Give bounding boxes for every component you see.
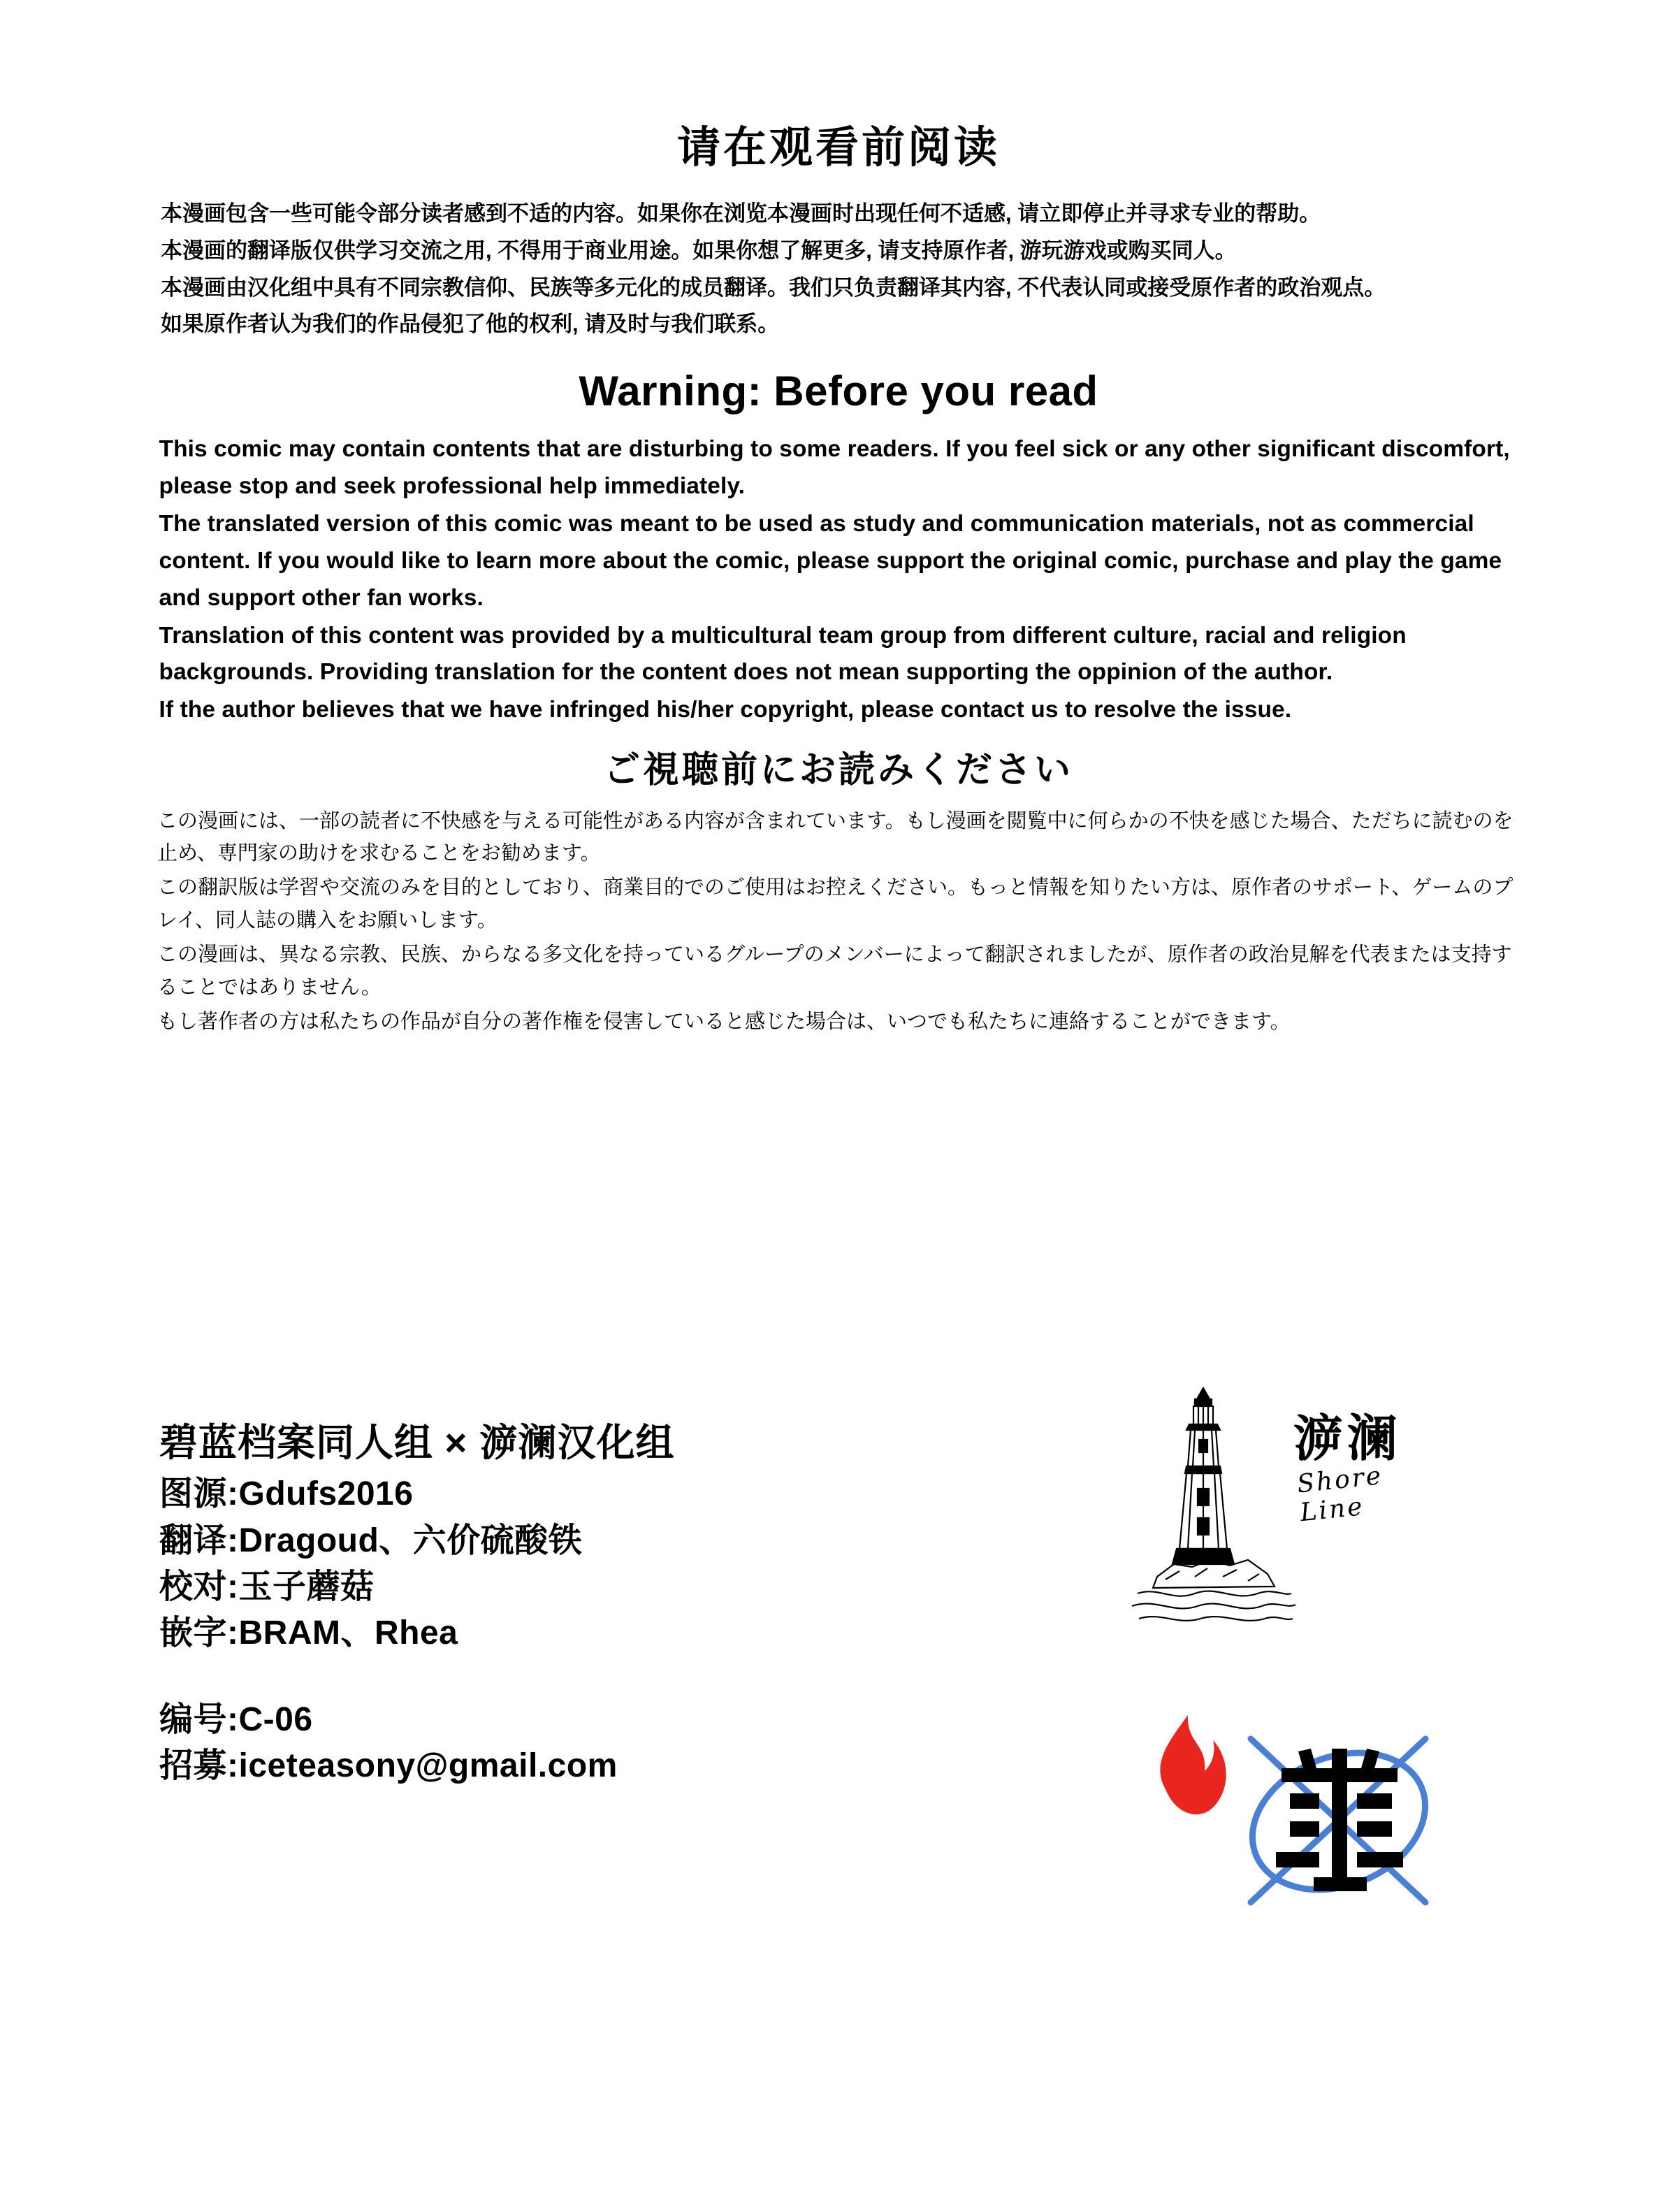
credits-id: 编号:C-06 [159,1701,313,1739]
japanese-paragraph: もし著作者の方は私たちの作品が自分の著作権を侵害していると感じた場合は、いつでも私たちに連絡することができます。 [157,1011,1291,1034]
english-paragraph: The translated version of this comic was meant to be used as study and communication materials, not as commercial content. If you would like to learn more about the comic, please support the original comic, purchase and play the game and support other fan works. [159,510,1502,611]
english-warning-block [159,427,1518,729]
credits-block [159,1419,998,1790]
shoreline-name-en: Shore Line [1295,1461,1384,1528]
heading-english: Warning: Before you read [579,367,1098,414]
english-paragraph: This comic may contain contents that are disturbing to some readers. If you feel sick or any other significant discomfort, please stop and seek professional help immediately. [159,435,1510,499]
credits-recruit-email: 招募:iceteasony@gmail.com [159,1747,618,1785]
english-paragraph: Translation of this content was provided by a multicultural team group from different culture, racial and religion backgrounds. Providing translation for the content does not mean supporting the oppinion of the author. [159,622,1407,686]
credits-title: 碧蓝档案同人组 × 㴑澜汉化组 [159,1421,675,1464]
shoreline-name-cn: 㴑澜 [1293,1408,1402,1468]
credits-typesetting: 嵌字:BRAM、Rhea [159,1614,458,1651]
english-paragraph: If the author believes that we have infringed his/her copyright, please contact us to resolve the issue. [159,697,1292,723]
credits-spacer [159,1656,998,1697]
blue-archive-logo [1132,1684,1460,1943]
credits-translation: 翻译:Dragoud、六价硫酸铁 [159,1521,583,1559]
shoreline-logo [1125,1384,1453,1642]
flame-icon [1160,1715,1226,1814]
chinese-line: 本漫画由汉化组中具有不同宗教信仰、民族等多元化的成员翻译。我们只负责翻译其内容, 不代表认同或接受原作者的政治观点。 [161,275,1386,300]
logo-area [1125,1384,1488,1957]
credits-source: 图源:Gdufs2016 [159,1475,414,1513]
chinese-line: 本漫画的翻译版仅供学习交流之用, 不得用于商业用途。如果你想了解更多, 请支持原作者, 游玩游戏或购买同人。 [161,238,1237,263]
japanese-paragraph: この漫画は、異なる宗教、民族、からなる多文化を持っているグループのメンバーによって翻訳されましたが、原作者の政治見解を代表または支持することではありません。 [157,944,1512,999]
japanese-paragraph: この翻訳版は学習や交流のみを目的としており、商業目的でのご使用はお控えください。もっと情報を知りたい方は、原作者のサポート、ゲームのプレイ、同人誌の購入をお願いします。 [157,876,1513,932]
lighthouse-icon [1125,1384,1300,1635]
japanese-warning-block [157,802,1520,1039]
blue-archive-halo-icon [1132,1684,1453,1936]
japanese-paragraph: この漫画には、一部の読者に不快感を与える可能性がある内容が含まれています。もし漫画を閲覧中に何らかの不快を感じた場合、ただちに読むのを止め、専門家の助けを求むることをお勧めます。 [157,809,1513,865]
chinese-line: 本漫画包含一些可能令部分读者感到不适的内容。如果你在浏览本漫画时出现任何不适感, 请立即停止并寻求专业的帮助。 [161,201,1321,226]
heading-japanese: ご視聴前にお読みください [603,750,1073,791]
chinese-warning-block [161,172,1516,343]
heading-chinese: 请在观看前阅读 [676,124,1000,172]
chinese-line: 如果原作者认为我们的作品侵犯了他的权利, 请及时与我们联系。 [161,312,780,337]
credits-proofreading: 校对:玉子蘑菇 [159,1568,375,1605]
